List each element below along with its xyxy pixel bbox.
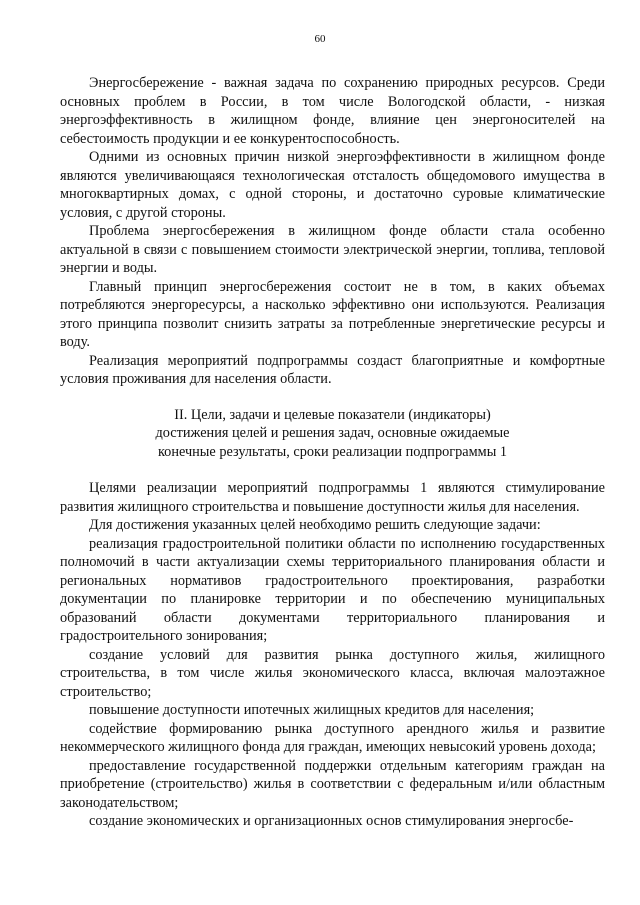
- paragraph: Для достижения указанных целей необходимо решить следующие задачи:: [89, 517, 541, 533]
- paragraph: Одними из основных причин низкой энергоэффективности в жилищном фонде являются увеличивающаяся технологическая отсталость общедомового имущества в многоквартирных домах, с одной стороны, и достаточно суровые климатические условия, с другой стороны.: [60, 149, 605, 221]
- list-item: создание условий для развития рынка доступного жилья, жилищного строительства, в том числе жилья экономического класса, включая малоэтажное строительство;: [60, 646, 605, 700]
- list-item: предоставление государственной поддержки отдельным категориям граждан на приобретение (строительство) жилья в соответствии с федеральным и/или областным законодательством;: [60, 757, 605, 811]
- paragraph: Целями реализации мероприятий подпрограммы 1 являются стимулирование развития жилищного строительства и повышение доступности жилья для населения.: [60, 480, 605, 515]
- list-item: реализация градостроительной политики области по исполнению государственных полномочий в части актуализации схемы территориального планирования области и региональных нормативов градостроительного проектирования, разработки документации по планировке территории и по обеспечению муниципальных образований области документами территориального планирования и градостроительного зонирования;: [60, 535, 605, 644]
- heading-line: конечные результаты, сроки реализации подпрограммы 1: [157, 443, 508, 460]
- document-body: [60, 74, 605, 831]
- heading-line: II. Цели, задачи и целевые показатели (индикаторы): [174, 406, 491, 423]
- paragraph: Реализация мероприятий подпрограммы создаст благоприятные и комфортные условия проживания для населения области.: [60, 352, 605, 387]
- paragraph: Проблема энергосбережения в жилищном фонде области стала особенно актуальной в связи с повышением стоимости электрической энергии, топлива, тепловой энергии и воды.: [60, 223, 605, 276]
- list-item: создание экономических и организационных основ стимулирования энергосбе-: [89, 813, 574, 829]
- page-number: 60: [314, 33, 326, 45]
- list-item: содействие формированию рынка доступного арендного жилья и развитие некоммерческого жилищного фонда для граждан, имеющих невысокий уровень дохода;: [60, 720, 605, 755]
- list-item: повышение доступности ипотечных жилищных кредитов для населения;: [89, 702, 535, 718]
- paragraph: Энергосбережение - важная задача по сохранению природных ресурсов. Среди основных проблем в России, в том числе Вологодской области, - низкая энергоэффективность в жилищном фонде, влияние цен энергоносителей на себестоимость продукции и ее конкурентоспособность.: [60, 75, 605, 147]
- paragraph: Главный принцип энергосбережения состоит не в том, в каких объемах потребляются энергоресурсы, а насколько эффективно они используются. Реализация этого принципа позволит снизить затраты за потребленные энергетические ресурсы и воду.: [60, 278, 605, 350]
- heading-line: достижения целей и решения задач, основные ожидаемые: [155, 425, 510, 441]
- section-heading: [60, 406, 605, 462]
